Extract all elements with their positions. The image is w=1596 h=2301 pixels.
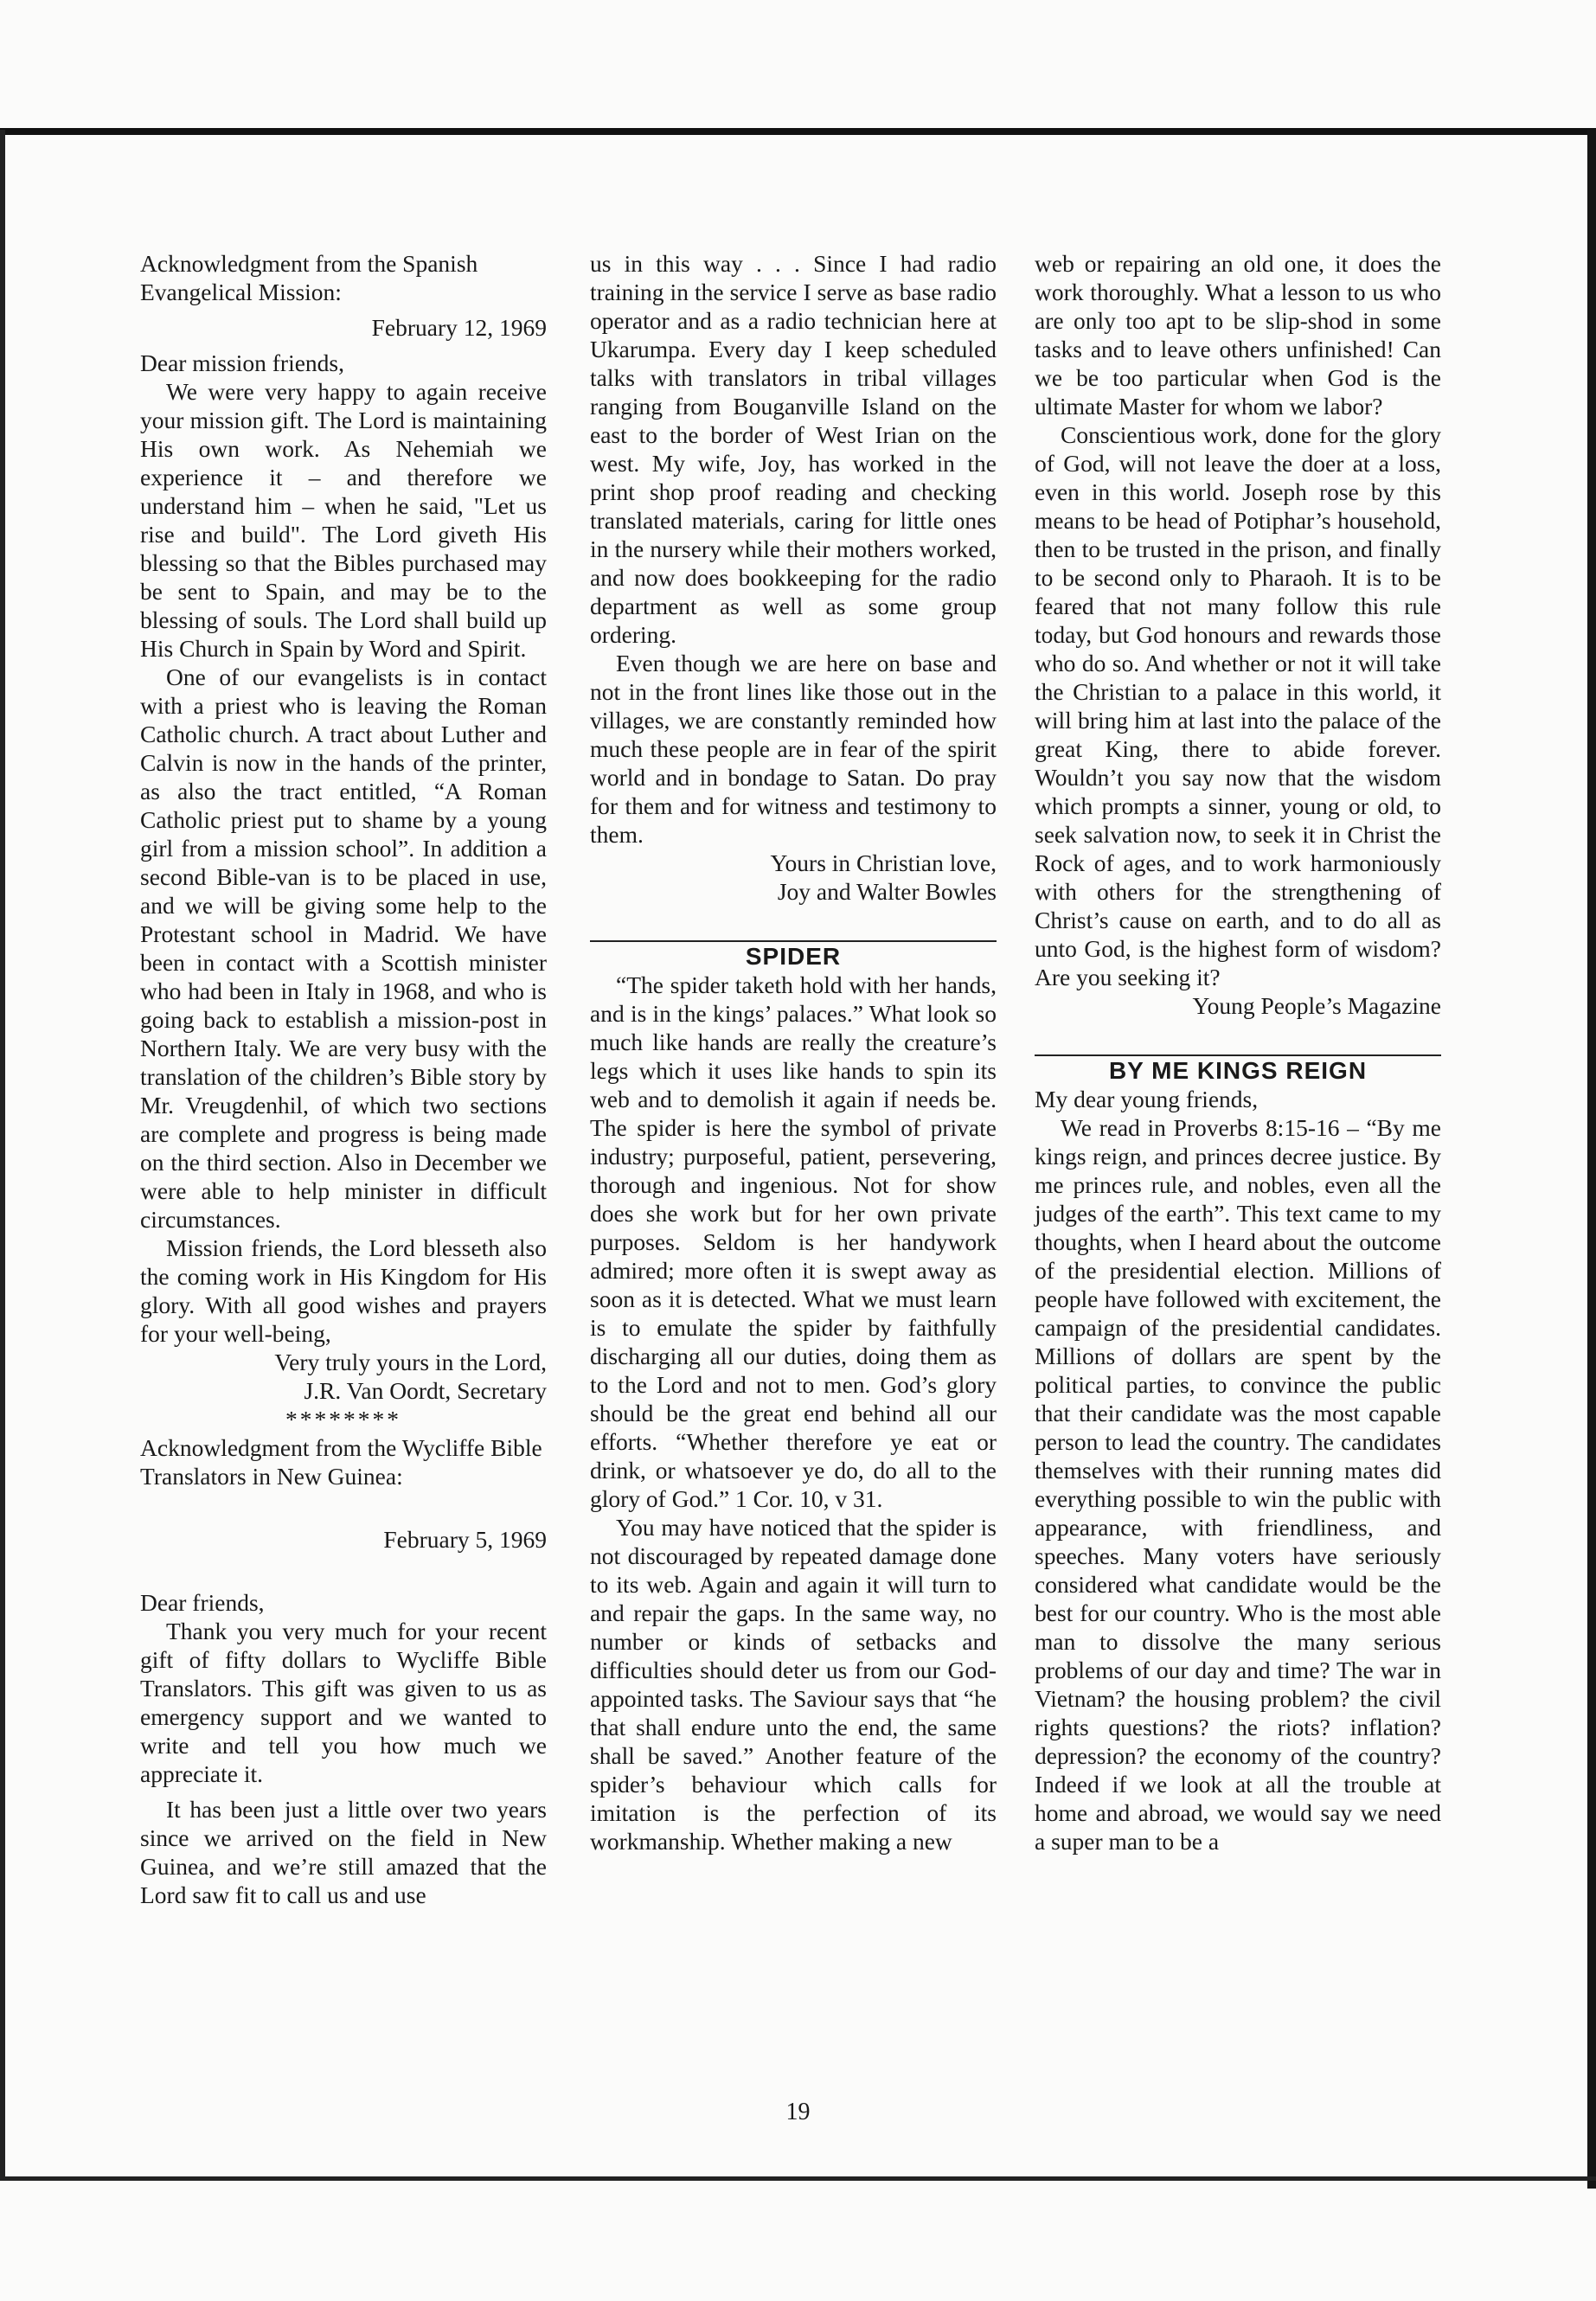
wycliffe-closing: Yours in Christian love,	[770, 849, 997, 876]
kings-heading: BY ME KINGS REIGN	[1108, 1057, 1368, 1084]
wycliffe-paragraph-2-continued: us in this way . . . Since I had radio training in the service I serve as base radio operator and as a radio technician here at Ukarumpa. Every day I keep scheduled talks with translators in tribal villages ranging from Bouganville Island on the east to the border of West Irian on the west. My wife, Joy, has worked in the print shop proof reading and checking translated materials, caring for little ones in the nursery while their mothers worked, and now does bookkeeping for the radio department as well as some group ordering.	[590, 250, 997, 648]
spanish-paragraph-2: One of our evangelists is in contact with a priest who is leaving the Roman Catholic church. A tract about Luther and Calvin is now in the hands of the printer, as also the tract entitled, “A Roman Catholic priest put to shame by a young girl from a mission school”. In addition a second Bible-van is to be placed in use, and we will be giving some help to the Protestant school in Madrid. We have been in contact with a Scottish minister who had been in Italy in 1968, and who is going back to establish a mission-post in Northern Italy. We are very busy with the translation of the children’s Bible story by Mr. Vreugdenhil, of which two sections are complete and progress is being made on the third section. Also in December we were able to help minister in difficult circumstances.	[140, 663, 547, 1233]
page-number: 19	[785, 2099, 811, 2125]
spanish-salutation: Dear mission friends,	[140, 349, 344, 376]
spider-paragraph-3: Conscientious work, done for the glory of God, will not leave the doer at a loss, even in this world. Joseph rose by this means to be head of Potiphar’s household, then to be trusted in the prison, and finally to be second only to Pharaoh. It is to be feared that not many follow this rule today, but God honours and rewards those who do so. And whether or not it will take the Christian to a palace in this world, it will bring him at last into the palace of the great King, there to abide forever. Wouldn’t you say now that the wisdom which prompts a sinner, young or old, to seek salvation now, to seek it in Christ the Rock of ages, and to work harmoniously with others for the strengthening of Christ’s cause on earth, and to do all as unto God, is the highest form of wisdom? Are you seeking it?	[1035, 421, 1441, 990]
wycliffe-date: February 5, 1969	[383, 1526, 547, 1553]
spanish-signature: J.R. Van Oordt, Secretary	[304, 1377, 547, 1404]
kings-salutation: My dear young friends,	[1035, 1086, 1259, 1112]
spider-source: Young People’s Magazine	[1192, 992, 1441, 1019]
column-left	[140, 249, 547, 1909]
spider-paragraph-1: “The spider taketh hold with her hands, and is in the kings’ palaces.” What look so much like hands are really the creature’s legs which it uses like hands to spin its web and to demolish it again if needs be. The spider is here the symbol of private industry; purposeful, patient, persevering, thorough and ingenious. Not for show does she work but for her own private purposes. Seldom is her handywork admired; more often it is swept away as soon as it is detected. What we must learn is to emulate the spider by faithfully discharging all our duties, doing them as to the Lord and not to men. God’s glory should be the great end behind all our efforts. “Whether therefore ye eat or drink, or whatsoever ye do, do all to the glory of God.” 1 Cor. 10, v 31.	[590, 971, 997, 1512]
column-right	[1035, 249, 1441, 1856]
spanish-paragraph-1: We were very happy to again receive your mission gift. The Lord is maintaining His own work. As Nehemiah we experience it – and therefore we understand him – when he said, "Let us rise and build". The Lord giveth His blessing so that the Bibles purchased may be sent to Spain, and may be to the blessing of souls. The Lord shall build up His Church in Spain by Word and Spirit.	[140, 378, 547, 662]
spanish-paragraph-3: Mission friends, the Lord blesseth also the coming work in His Kingdom for His glory. With all good wishes and prayers for your well-being,	[140, 1234, 547, 1347]
wycliffe-paragraph-2: It has been just a little over two years since we arrived on the field in New Guinea, and we’re still amazed that the Lord saw fit to call us and use	[140, 1796, 547, 1908]
wycliffe-paragraph-3: Even though we are here on base and not in the front lines like those out in the villages, we are constantly reminded how much these people are in fear of the spirit world and in bondage to Satan. Do pray for them and for witness and testimony to them.	[590, 650, 997, 848]
scan-border-right	[1587, 130, 1596, 2189]
wycliffe-intro: Acknowledgment from the Wycliffe Bible Translators in New Guinea:	[140, 1434, 542, 1490]
spider-heading: SPIDER	[745, 943, 842, 970]
section-separator: ********	[285, 1406, 401, 1433]
column-middle	[590, 249, 997, 1856]
wycliffe-salutation: Dear friends,	[140, 1589, 265, 1616]
scan-border-top	[0, 128, 1596, 135]
spanish-date: February 12, 1969	[371, 314, 547, 341]
spanish-intro: Acknowledgment from the Spanish Evangelical Mission:	[140, 250, 478, 305]
scan-border-bottom	[0, 2176, 1596, 2181]
kings-paragraph-1: We read in Proverbs 8:15-16 – “By me kings reign, and princes decree justice. By me princes rule, and nobles, even all the judges of the earth”. This text came to my thoughts, when I heard about the outcome of the presidential election. Millions of people have followed with excitement, the campaign of the presidential candidates. Millions of dollars are spent by the political parties, to convince the public that their candidate was the most capable person to lead the country. The candidates themselves with their running mates did everything possible to win the public with appearance, with friendliness, and speeches. Many voters have seriously considered what candidate would be the best for our country. Who is the most able man to dissolve the many serious problems of our day and time? The war in Vietnam? the housing problem? the civil rights questions? the riots? inflation? depression? the economy of the country? Indeed if we look at all the trouble at home and abroad, we would say we need a super man to be a	[1035, 1114, 1441, 1855]
spider-paragraph-2-continued: web or repairing an old one, it does the work thoroughly. What a lesson to us who are only too apt to be slip-shod in some tasks and to leave others unfinished! Can we be too particular when God is the ultimate Master for whom we labor?	[1035, 250, 1441, 420]
scan-border-left	[0, 130, 5, 2180]
spider-paragraph-2: You may have noticed that the spider is not discouraged by repeated damage done to its web. Again and again it will turn to and repair the gaps. In the same way, no number or kinds of setbacks and difficulties should deter us from our God-appointed tasks. The Saviour says that “he that shall endure unto the end, the same shall be saved.” Another feature of the spider’s behaviour which calls for imitation is the perfection of its workmanship. Whether making a new	[590, 1514, 997, 1855]
wycliffe-signature: Joy and Walter Bowles	[777, 878, 997, 905]
spanish-closing: Very truly yours in the Lord,	[274, 1349, 547, 1375]
wycliffe-paragraph-1: Thank you very much for your recent gift of fifty dollars to Wycliffe Bible Translators. This gift was given to us as emergency support and we wanted to write and tell you how much we appreciate it.	[140, 1618, 547, 1787]
